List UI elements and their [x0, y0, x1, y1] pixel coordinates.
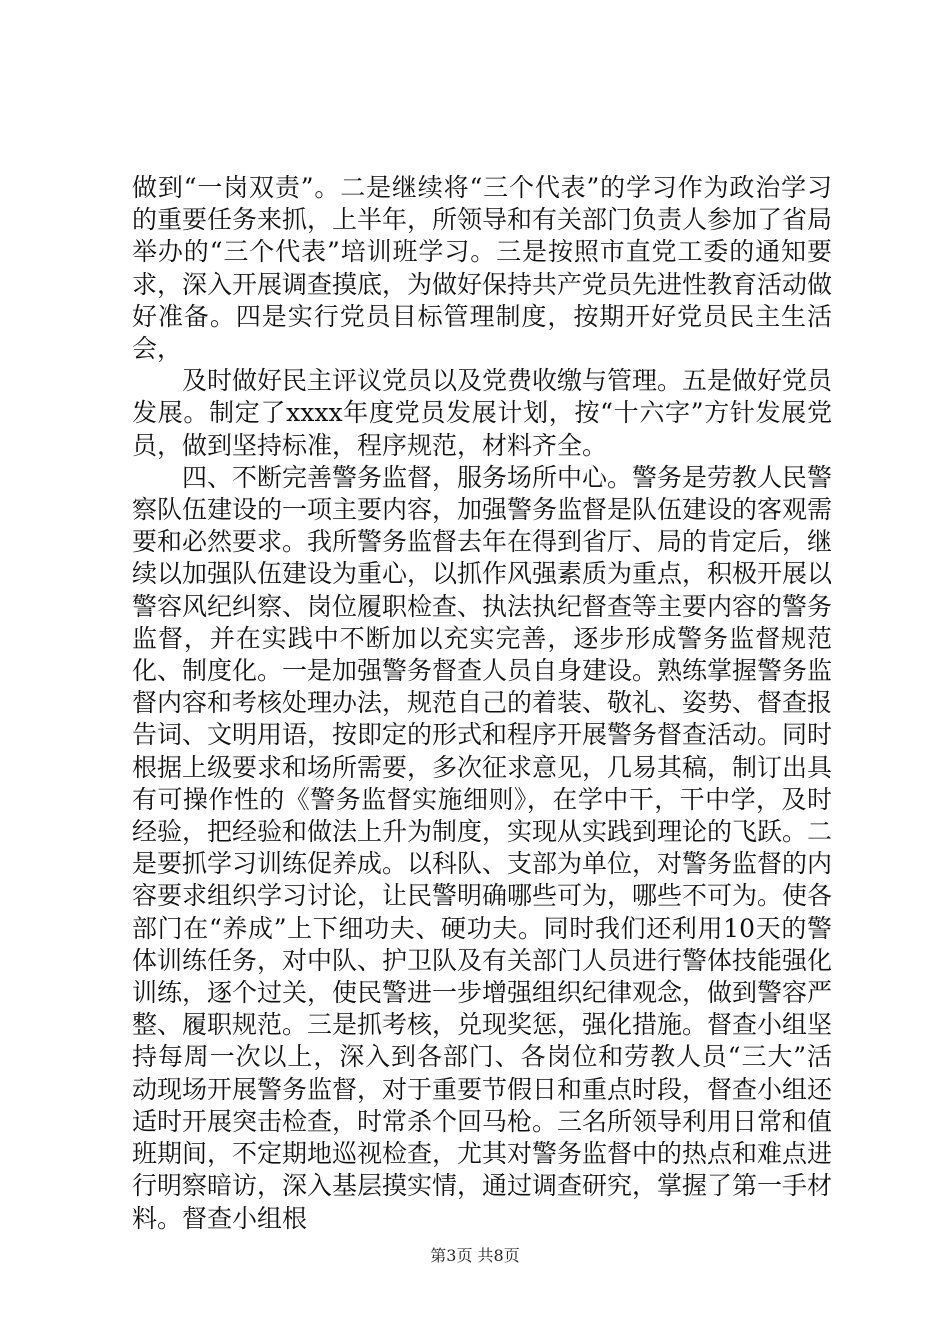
document-body: [132, 172, 832, 1235]
paragraph-1: 做到“一岗双责”。二是继续将“三个代表”的学习作为政治学习的重要任务来抓，上半年，所领导和有关部门负责人参加了省局举办的“三个代表”培训班学习。三是按照市直党工委的通知要求，深入开展调查摸底，为做好保持共产党员先进性教育活动做好准备。四是实行党员目标管理制度，按期开好党员民主生活会，: [132, 173, 833, 364]
paragraph-2: 及时做好民主评议党员以及党费收缴与管理。五是做好党员发展。制定了xxxx年度党员发展计划，按“十六字”方针发展党员，做到坚持标准，程序规范，材料齐全。: [132, 366, 833, 460]
page-number-footer: 第3页 共8页: [430, 1246, 520, 1265]
paragraph-3: 四、不断完善警务监督，服务场所中心。警务是劳教人民警察队伍建设的一项主要内容，加强警务监督是队伍建设的客观需要和必然要求。我所警务监督去年在得到省厅、局的肯定后，继续以加强队伍建设为重心，以抓作风强素质为重点，积极开展以警容风纪纠察、岗位履职检查、执法执纪督查等主要内容的警务监督，并在实践中不断加以充实完善，逐步形成警务监督规范化、制度化。一是加强警务督查人员自身建设。熟练掌握警务监督内容和考核处理办法，规范自己的着装、敬礼、姿势、督查报告词、文明用语，按即定的形式和程序开展警务督查活动。同时根据上级要求和场所需要，多次征求意见，几易其稿，制订出具有可操作性的《警务监督实施细则》，在学中干，干中学，及时经验，把经验和做法上升为制度，实现从实践到理论的飞跃。二是要抓学习训练促养成。以科队、支部为单位，对警务监督的内容要求组织学习讨论，让民警明确哪些可为，哪些不可为。使各部门在“养成”上下细功夫、硬功夫。同时我们还利用10天的警体训练任务，对中队、护卫队及有关部门人员进行警体技能强化训练，逐个过关，使民警进一步增强组织纪律观念，做到警容严整、履职规范。三是抓考核，兑现奖惩，强化措施。督查小组坚持每周一次以上，深入到各部门、各岗位和劳教人员“三大”活动现场开展警务监督，对于重要节假日和重点时段，督查小组还适时开展突击检查，时常杀个回马枪。三名所领导利用日常和值班期间，不定期地巡视检查，尤其对警务监督中的热点和难点进行明察暗访，深入基层摸实情，通过调查研究，掌握了第一手材料。督查小组根: [132, 462, 833, 1233]
